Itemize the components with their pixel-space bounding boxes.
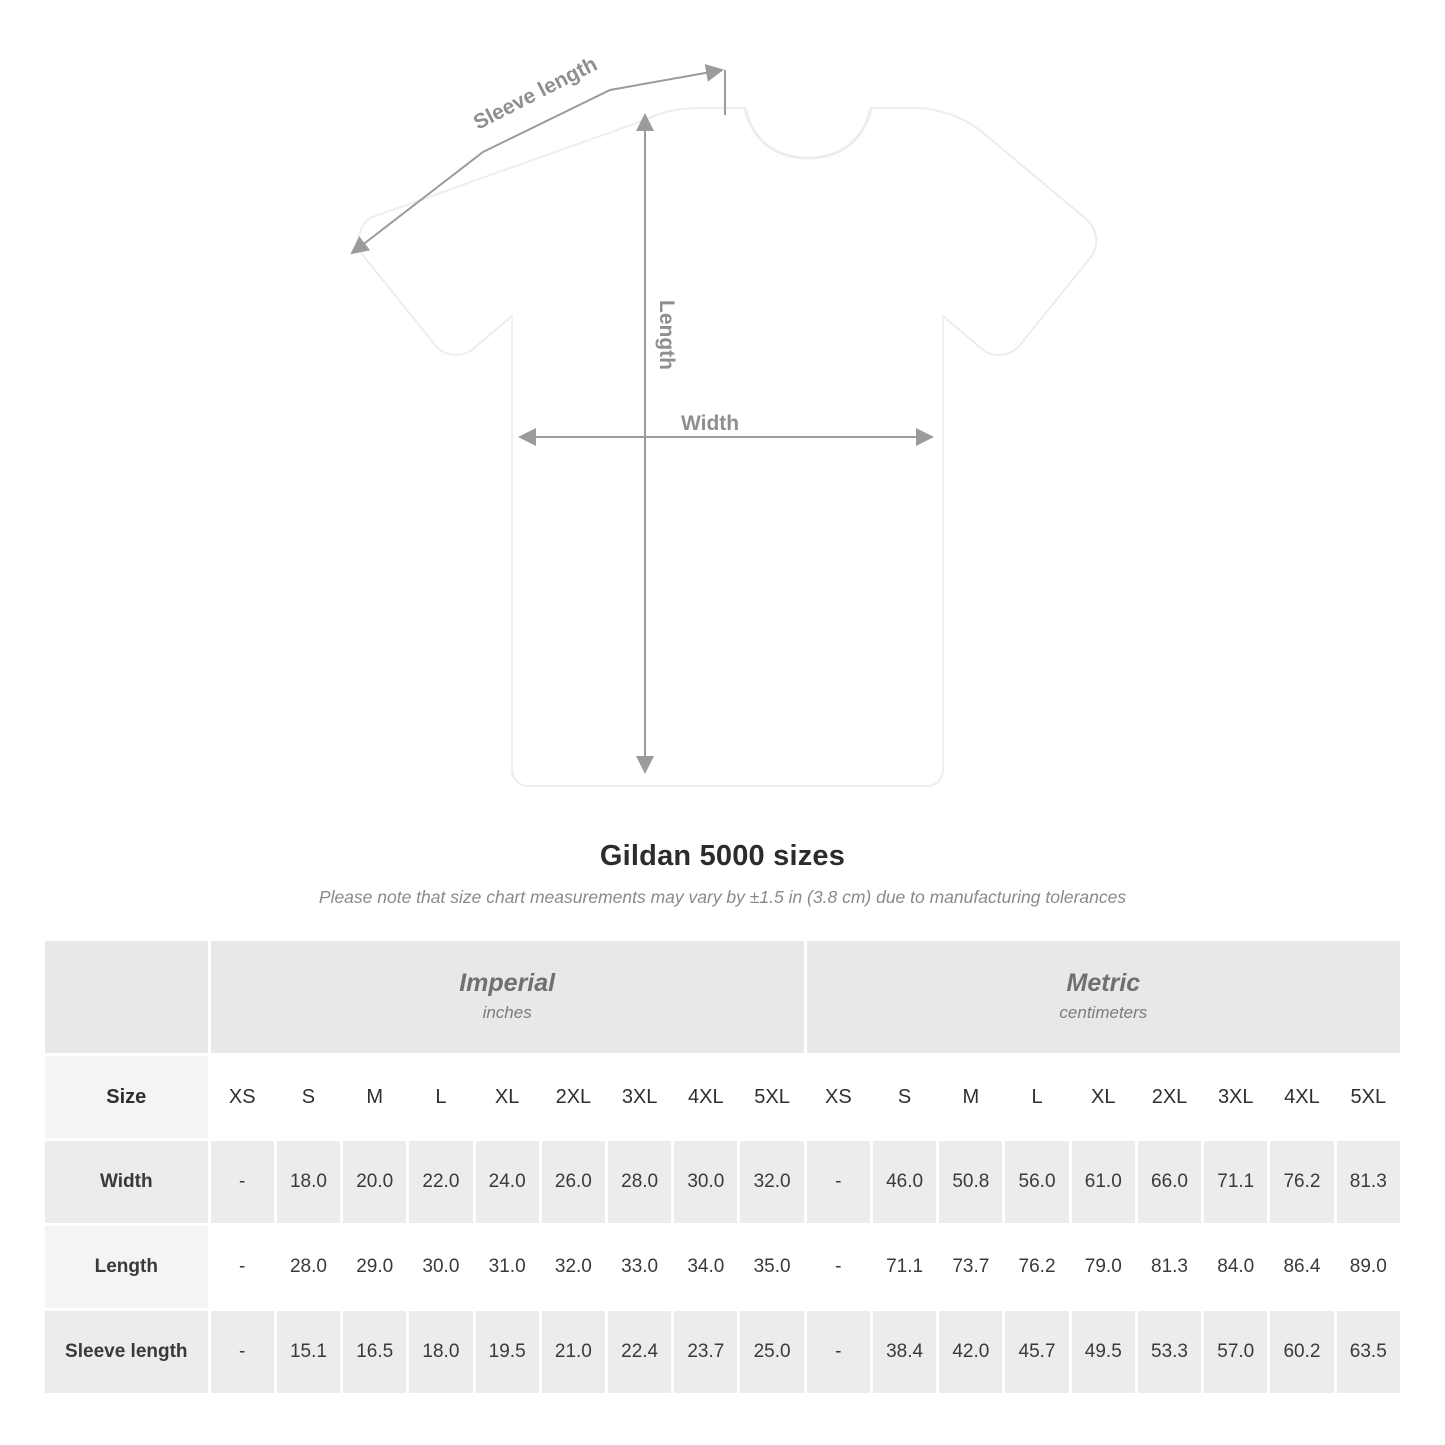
width-imp-5: 26.0 [540, 1140, 606, 1225]
table-row [44, 1310, 1402, 1395]
length-met-5: 81.3 [1136, 1225, 1202, 1310]
size-header-imp-7: 4XL [673, 1055, 739, 1140]
sleeve-length-label: Sleeve length [469, 52, 601, 135]
width-met-0: - [805, 1140, 871, 1225]
sleeve-met-3: 45.7 [1004, 1310, 1070, 1395]
row-label-sleeve-length: Sleeve length [44, 1310, 210, 1395]
width-imp-3: 22.0 [408, 1140, 474, 1225]
length-met-4: 79.0 [1070, 1225, 1136, 1310]
unit-imperial-cell [209, 940, 805, 1055]
size-header-met-4: XL [1070, 1055, 1136, 1140]
length-met-3: 76.2 [1004, 1225, 1070, 1310]
width-met-3: 56.0 [1004, 1140, 1070, 1225]
width-met-8: 81.3 [1335, 1140, 1401, 1225]
length-met-2: 73.7 [938, 1225, 1004, 1310]
length-met-7: 86.4 [1269, 1225, 1335, 1310]
unit-metric-sub: centimeters [1059, 1003, 1148, 1023]
sleeve-imp-7: 23.7 [673, 1310, 739, 1395]
unit-imperial-name: Imperial [459, 968, 556, 997]
length-imp-3: 30.0 [408, 1225, 474, 1310]
length-met-1: 71.1 [871, 1225, 937, 1310]
sleeve-met-1: 38.4 [871, 1310, 937, 1395]
length-imp-2: 29.0 [342, 1225, 408, 1310]
size-header-met-2: M [938, 1055, 1004, 1140]
length-met-0: - [805, 1225, 871, 1310]
length-imp-4: 31.0 [474, 1225, 540, 1310]
sleeve-imp-2: 16.5 [342, 1310, 408, 1395]
length-imp-7: 34.0 [673, 1225, 739, 1310]
size-header-imp-1: S [275, 1055, 341, 1140]
table-row [44, 1225, 1402, 1310]
sleeve-met-6: 57.0 [1203, 1310, 1269, 1395]
width-imp-0: - [209, 1140, 275, 1225]
sleeve-imp-4: 19.5 [474, 1310, 540, 1395]
unit-imperial-sub: inches [482, 1003, 532, 1023]
width-imp-2: 20.0 [342, 1140, 408, 1225]
size-header-imp-6: 3XL [607, 1055, 673, 1140]
size-header-imp-0: XS [209, 1055, 275, 1140]
size-header-imp-8: 5XL [739, 1055, 805, 1140]
width-imp-1: 18.0 [275, 1140, 341, 1225]
length-met-8: 89.0 [1335, 1225, 1401, 1310]
length-imp-5: 32.0 [540, 1225, 606, 1310]
sleeve-imp-8: 25.0 [739, 1310, 805, 1395]
size-header-met-5: 2XL [1136, 1055, 1202, 1140]
sleeve-imp-6: 22.4 [607, 1310, 673, 1395]
size-table [42, 938, 1403, 1396]
length-imp-8: 35.0 [739, 1225, 805, 1310]
tshirt-shape [359, 108, 1097, 786]
size-header-label: Size [44, 1055, 210, 1140]
size-header-imp-3: L [408, 1055, 474, 1140]
size-header-met-3: L [1004, 1055, 1070, 1140]
title-block [0, 840, 1445, 908]
unit-metric-name: Metric [1066, 968, 1141, 997]
size-header-imp-2: M [342, 1055, 408, 1140]
width-imp-7: 30.0 [673, 1140, 739, 1225]
size-header-imp-4: XL [474, 1055, 540, 1140]
sleeve-met-0: - [805, 1310, 871, 1395]
width-met-1: 46.0 [871, 1140, 937, 1225]
page-title: Gildan 5000 sizes [599, 840, 846, 872]
length-label: Length [655, 300, 678, 370]
width-met-7: 76.2 [1269, 1140, 1335, 1225]
sleeve-imp-5: 21.0 [540, 1310, 606, 1395]
unit-metric-cell [805, 940, 1401, 1055]
size-header-met-7: 4XL [1269, 1055, 1335, 1140]
unit-header-row [44, 940, 1402, 1055]
width-imp-8: 32.0 [739, 1140, 805, 1225]
tolerance-note: Please note that size chart measurements may vary by ±1.5 in (3.8 cm) due to manufacturing tolerances [318, 887, 1127, 907]
sleeve-met-5: 53.3 [1136, 1310, 1202, 1395]
width-met-6: 71.1 [1203, 1140, 1269, 1225]
size-header-met-6: 3XL [1203, 1055, 1269, 1140]
length-imp-0: - [209, 1225, 275, 1310]
table-row [44, 1140, 1402, 1225]
width-imp-4: 24.0 [474, 1140, 540, 1225]
width-met-4: 61.0 [1070, 1140, 1136, 1225]
size-table-wrap [42, 938, 1403, 1396]
length-imp-6: 33.0 [607, 1225, 673, 1310]
length-met-6: 84.0 [1203, 1225, 1269, 1310]
row-label-width: Width [44, 1140, 210, 1225]
sleeve-imp-3: 18.0 [408, 1310, 474, 1395]
unit-spacer-cell [44, 940, 210, 1055]
size-header-met-1: S [871, 1055, 937, 1140]
sleeve-met-2: 42.0 [938, 1310, 1004, 1395]
width-met-2: 50.8 [938, 1140, 1004, 1225]
width-imp-6: 28.0 [607, 1140, 673, 1225]
sleeve-met-8: 63.5 [1335, 1310, 1401, 1395]
length-imp-1: 28.0 [275, 1225, 341, 1310]
size-header-row [44, 1055, 1402, 1140]
sleeve-imp-1: 15.1 [275, 1310, 341, 1395]
sleeve-imp-0: - [209, 1310, 275, 1395]
width-label: Width [681, 412, 740, 435]
row-label-length: Length [44, 1225, 210, 1310]
size-header-met-8: 5XL [1335, 1055, 1401, 1140]
size-header-met-0: XS [805, 1055, 871, 1140]
size-header-imp-5: 2XL [540, 1055, 606, 1140]
sleeve-met-4: 49.5 [1070, 1310, 1136, 1395]
width-met-5: 66.0 [1136, 1140, 1202, 1225]
sleeve-met-7: 60.2 [1269, 1310, 1335, 1395]
